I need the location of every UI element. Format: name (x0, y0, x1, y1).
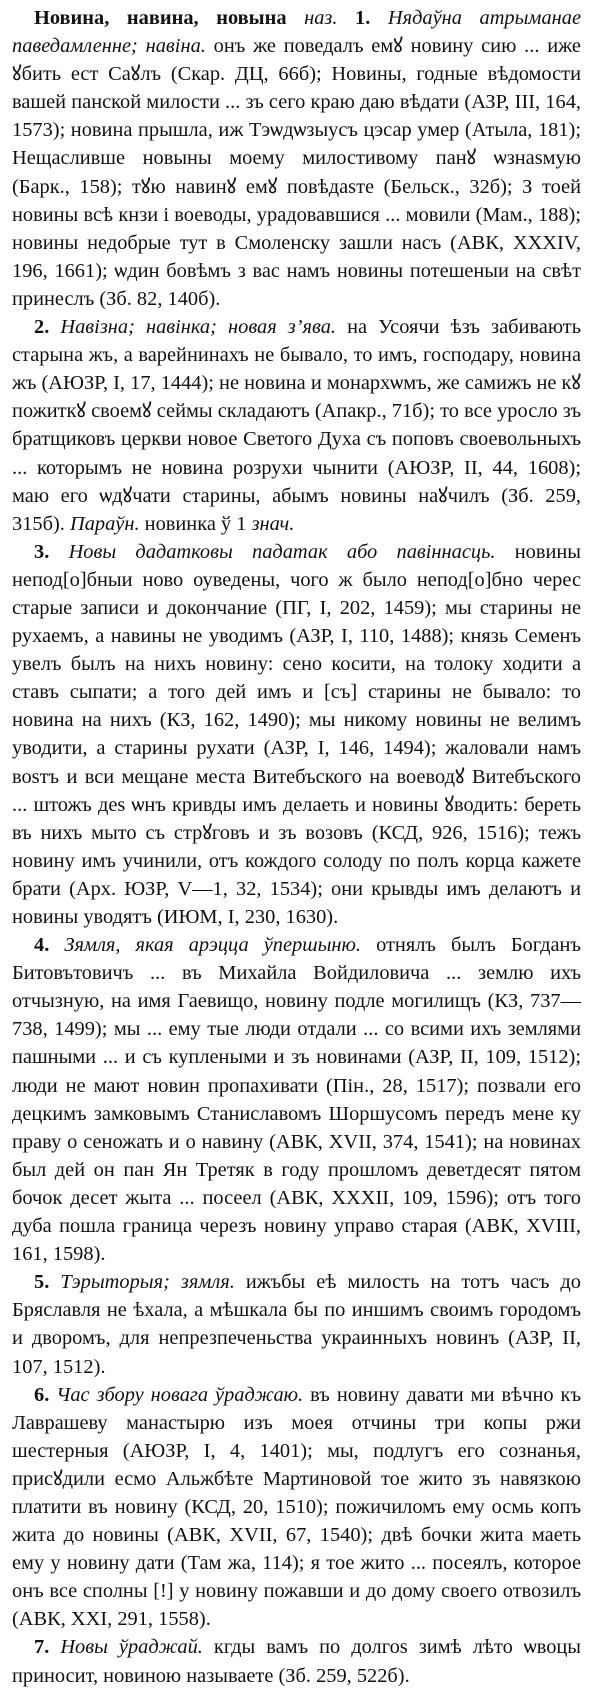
sense-5 (12, 1268, 581, 1380)
sense-number: 7. (34, 1636, 50, 1659)
sense-3 (12, 538, 581, 931)
sense-2 (12, 313, 581, 538)
sense-6 (12, 1381, 581, 1634)
sense-text: онъ же поведалъ емꙋ новину сию ... иже ꙋбить ест Саꙋлъ (Скар. ДЦ, 66б); Новины, годные вѣдомости вашей панской милости ... зъ сего краю даю вѣдати (АЗР, III, 164, 1573); новина прышла, иж Тэѡдѡзыусъ цэсар умер (Атыла, 181); Нещасливше новыны моему милостивому панꙋ ѡзнаѕмую (Барк., 158); тꙋю навинꙋ емꙋ повѣдаѕте (Бельск., 32б); З тоей новины всѣ кнзи і воеводы, урадовавшися ... мовили (Мам., 188); новины недобрые тут в Смоленску зашли насъ (АВК, XXXIV, 196, 1661); ѡдин бовѣмъ з вас намъ новины потешеныи на свѣт принеслъ (Зб. 82, 140б). (12, 35, 581, 310)
sense-gloss: Нядаўна атрыманае паведамленне; навіна. (12, 7, 581, 58)
sense-4 (12, 931, 581, 1268)
sense-text: въ новину давати ми вѣчно къ Лаврашеву манастырю изъ моея отчины три копы ржи шестерныя (АЮЗР, I, 4, 1401); мы, подлугъ его сознанья, присꙋдили есмо Альжбѣте Мартиновой тое жито зъ навязкою платити въ новину (КСД, 20, 1510); пожичиломъ ему осмь копъ жита до новины (АВК, XVII, 67, 1540); двѣ бочки жита маеть ему у новину дати (Там жа, 114); я тое жито ... посеялъ, которое онъ все сполны [!] у новину пожавши и до дому своего отвозилъ (АВК, XXI, 291, 1558). (12, 1383, 581, 1631)
sense-text: на Усоячи ѣзъ забивають старына жъ, а варейнинахъ не бывало, то имъ, господару, новина жъ (АЮЗР, I, 17, 1444); не новина и монархѡмъ, же самижъ не кꙋ пожиткꙋ своемꙋ сеймы складаютъ (Апакр., 71б); то все уросло зъ братщиковъ церкви новое Светого Духа съ поповъ своевольныхъ ... которымъ не новина розрухи чынити (АЮЗР, II, 44, 1608); маю его ѡдꙋчати старины, абымъ новины наꙋчилъ (Зб. 259, 315б). (12, 316, 581, 535)
sense-gloss: Зямля, якая арэцца ўпершыню. (64, 934, 362, 957)
part-of-speech: наз. (304, 7, 338, 29)
compare-text: новинка ў 1 (144, 512, 247, 535)
sense-gloss: Час збору новага ўраджаю. (56, 1383, 304, 1406)
compare-label: Параўн. (69, 512, 140, 535)
sense-number: 4. (34, 934, 50, 957)
sense-number: 6. (34, 1383, 50, 1406)
sense-text: отнялъ былъ Богданъ Битовътовичъ ... въ Михайла Войдиловича ... землю ихъ отчызную, на имя Гаевищо, новину подле могилищъ (КЗ, 737—738, 1499); мы ... ему тые люди отдали ... со всими ихъ землями пашными ... и съ куплеными и зъ новинами (АЗР, II, 109, 1512); люди не мают новин пропахивати (Пін., 28, 1517); позвали его децкимъ замковымъ Станиславомъ Шоршусомъ передъ мене ку праву о сеножать и о навину (АВК, XVII, 374, 1541); на новинах был дей он пан Ян Третяк в году прошломъ деветдесят пятом бочок десет жыта ... посеел (АВК, XXXII, 109, 1596); отъ того дуба пошла граница черезъ новину управо старая (АВК, XVIII, 161, 1598). (12, 934, 581, 1266)
sense-number: 2. (34, 316, 50, 339)
sense-number: 3. (34, 540, 50, 563)
headword: Новина, навина, новына (34, 7, 287, 29)
sense-7 (12, 1633, 581, 1689)
sense-text: кгды вамъ по долгоѕ зимѣ лѣто ѡвоцы приносит, новиною называете (Зб. 259, 522б). (12, 1636, 582, 1687)
sense-number: 1. (355, 7, 371, 29)
sense-text: новины непод[о]бныи ново оуведены, чого ж было непод[о]бно черес старые записи и докончание (ПГ, I, 202, 1459); мы старины не рухаемъ, а навины не уводимъ (АЗР, I, 110, 1488); князь Семенъ увелъ былъ на нихъ новину: сено косити, на толоку ходити а ставъ сыпати; а того дей имъ и [съ] старины не бывало: то новина на нихъ (КЗ, 162, 1490); мы никому новины не велимъ уводити, а старины рухати (АЗР, I, 146, 1494); жаловали намъ воѕтъ и вси мещане места Витебъского на воеводꙋ Витебъского ... штожъ деѕ ѡнъ кривды имъ делаеть и новины ꙋводить: береть въ нихъ мыто съ стрꙋговъ и зъ возовъ (КСД, 926, 1516); тежъ новину имъ учинили, отъ кождого солоду по полъ корца кажете брати (Арх. ЮЗР, V—1, 32, 1534); они крывды имъ делаютъ и новины уводятъ (ИЮМ, I, 230, 1630). (12, 540, 581, 928)
sense-gloss: Новы дадатковы падатак або павіннасць. (68, 540, 496, 563)
sense-1 (12, 4, 581, 313)
sense-gloss: Тэрыторыя; зямля. (60, 1271, 235, 1294)
sense-gloss: Навізна; навінка; новая з’ява. (60, 316, 337, 339)
sense-gloss: Новы ўраджай. (60, 1636, 203, 1659)
sense-number: 5. (34, 1271, 50, 1294)
sense-text: ижъбы еѣ милость на тотъ часъ до Бряславля не ѣхала, а мѣшкала бы по иншимъ своимъ городомъ и дворомъ, для непрезпеченьства украинныхъ новинъ (АЗР, II, 107, 1512). (12, 1271, 581, 1378)
compare-tail: знач. (251, 512, 295, 535)
